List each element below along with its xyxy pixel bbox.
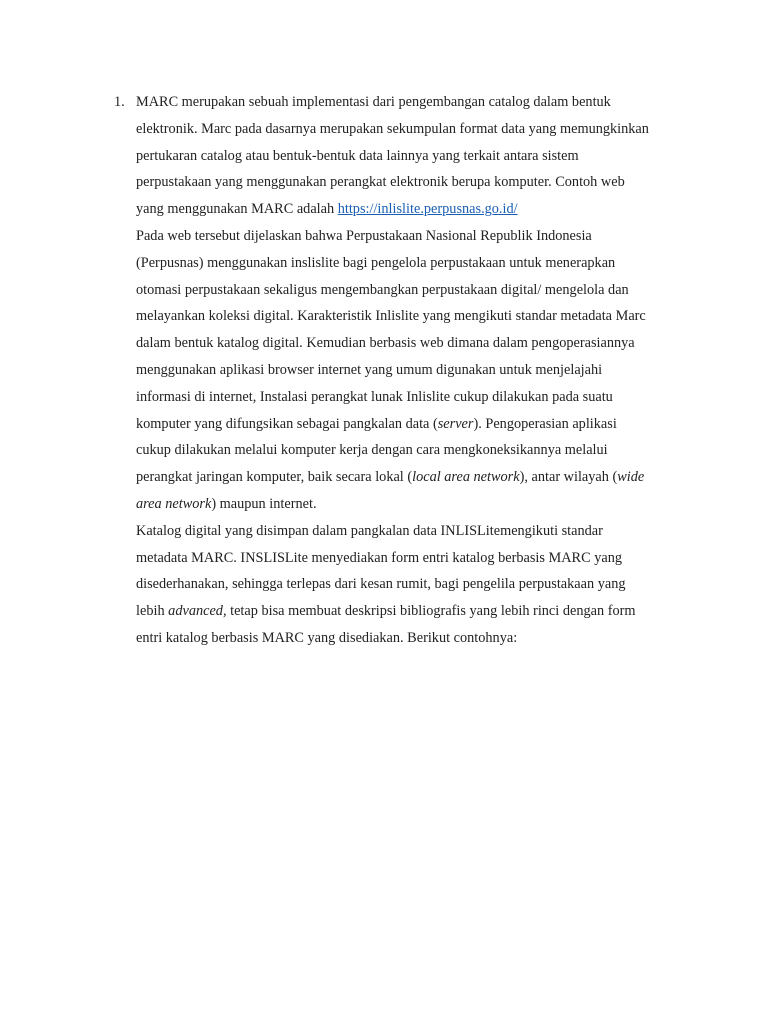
text-segment: ). Pengoperasian aplikasi [473,415,617,432]
text-line: melayankan koleksi digital. Karakteristik Inlislite yang mengikuti standar metadata Marc [136,308,646,325]
text-line: elektronik. Marc pada dasarnya merupakan sekumpulan format data yang memungkinkan [136,120,649,137]
text-segment: ) maupun internet. [211,495,317,512]
list-item-body [136,89,684,652]
paragraph-perpusnas [136,223,684,518]
text-line: cukup dilakukan melalui komputer kerja dengan cara mengkoneksikannya melalui [136,442,608,459]
paragraph-marc-intro [136,89,684,223]
text-line: disederhanakan, sehingga terlepas dari kesan rumit, bagi pengelila perpustakaan yang [136,576,626,593]
text-segment: yang menggunakan MARC adalah [136,201,338,218]
text-segment: komputer yang difungsikan sebagai pangkalan data ( [136,415,438,432]
text-line: (Perpusnas) menggunakan inslislite bagi pengelola perpustakaan untuk menerapkan [136,254,616,271]
numbered-list-item [114,89,684,652]
text-line: menggunakan aplikasi browser internet yang umum digunakan untuk menjelajahi [136,361,603,378]
text-line [136,196,684,223]
text-segment: ), antar wilayah ( [519,469,618,486]
text-line: MARC merupakan sebuah implementasi dari pengembangan catalog dalam bentuk [136,94,611,110]
inlislite-link[interactable]: https://inlislite.perpusnas.go.id/ [337,201,518,218]
italic-term: server [437,415,474,432]
text-line: Pada web tersebut dijelaskan bahwa Perpustakaan Nasional Republik Indonesia [136,227,592,244]
text-line: entri katalog berbasis MARC yang disediakan. Berikut contohnya: [136,629,518,646]
italic-term: advanced, [168,603,227,620]
text-line: perpustakaan yang menggunakan perangkat elektronik berupa komputer. Contoh web [136,174,625,191]
text-line: pertukaran catalog atau bentuk-bentuk data lainnya yang terkait antara sistem [136,147,579,164]
text-segment: perangkat jaringan komputer, baik secara lokal ( [136,469,413,486]
italic-term: area network [136,495,212,512]
text-line: informasi di internet, Instalasi perangkat lunak Inlislite cukup dilakukan pada suatu [136,388,613,405]
text-line [136,491,684,518]
text-line [136,598,684,625]
text-line: dalam bentuk katalog digital. Kemudian berbasis web dimana dalam pengoperasiannya [136,335,635,352]
list-number: 1. [114,94,125,110]
paragraph-katalog-digital [136,518,684,652]
text-line: metadata MARC. INSLISLite menyediakan form entri katalog berbasis MARC yang [136,549,622,566]
text-line [136,411,684,438]
text-line: otomasi perpustakaan sekaligus mengembangkan perpustakaan digital/ mengelola dan [136,281,629,298]
text-line: Katalog digital yang disimpan dalam pangkalan data INLISLitemengikuti standar [136,522,603,539]
text-line [136,464,684,491]
italic-term: local area network [412,469,520,486]
text-segment: tetap bisa membuat deskripsi bibliografis yang lebih rinci dengan form [226,603,636,620]
text-segment: lebih [136,603,169,620]
italic-term: wide [617,469,645,486]
